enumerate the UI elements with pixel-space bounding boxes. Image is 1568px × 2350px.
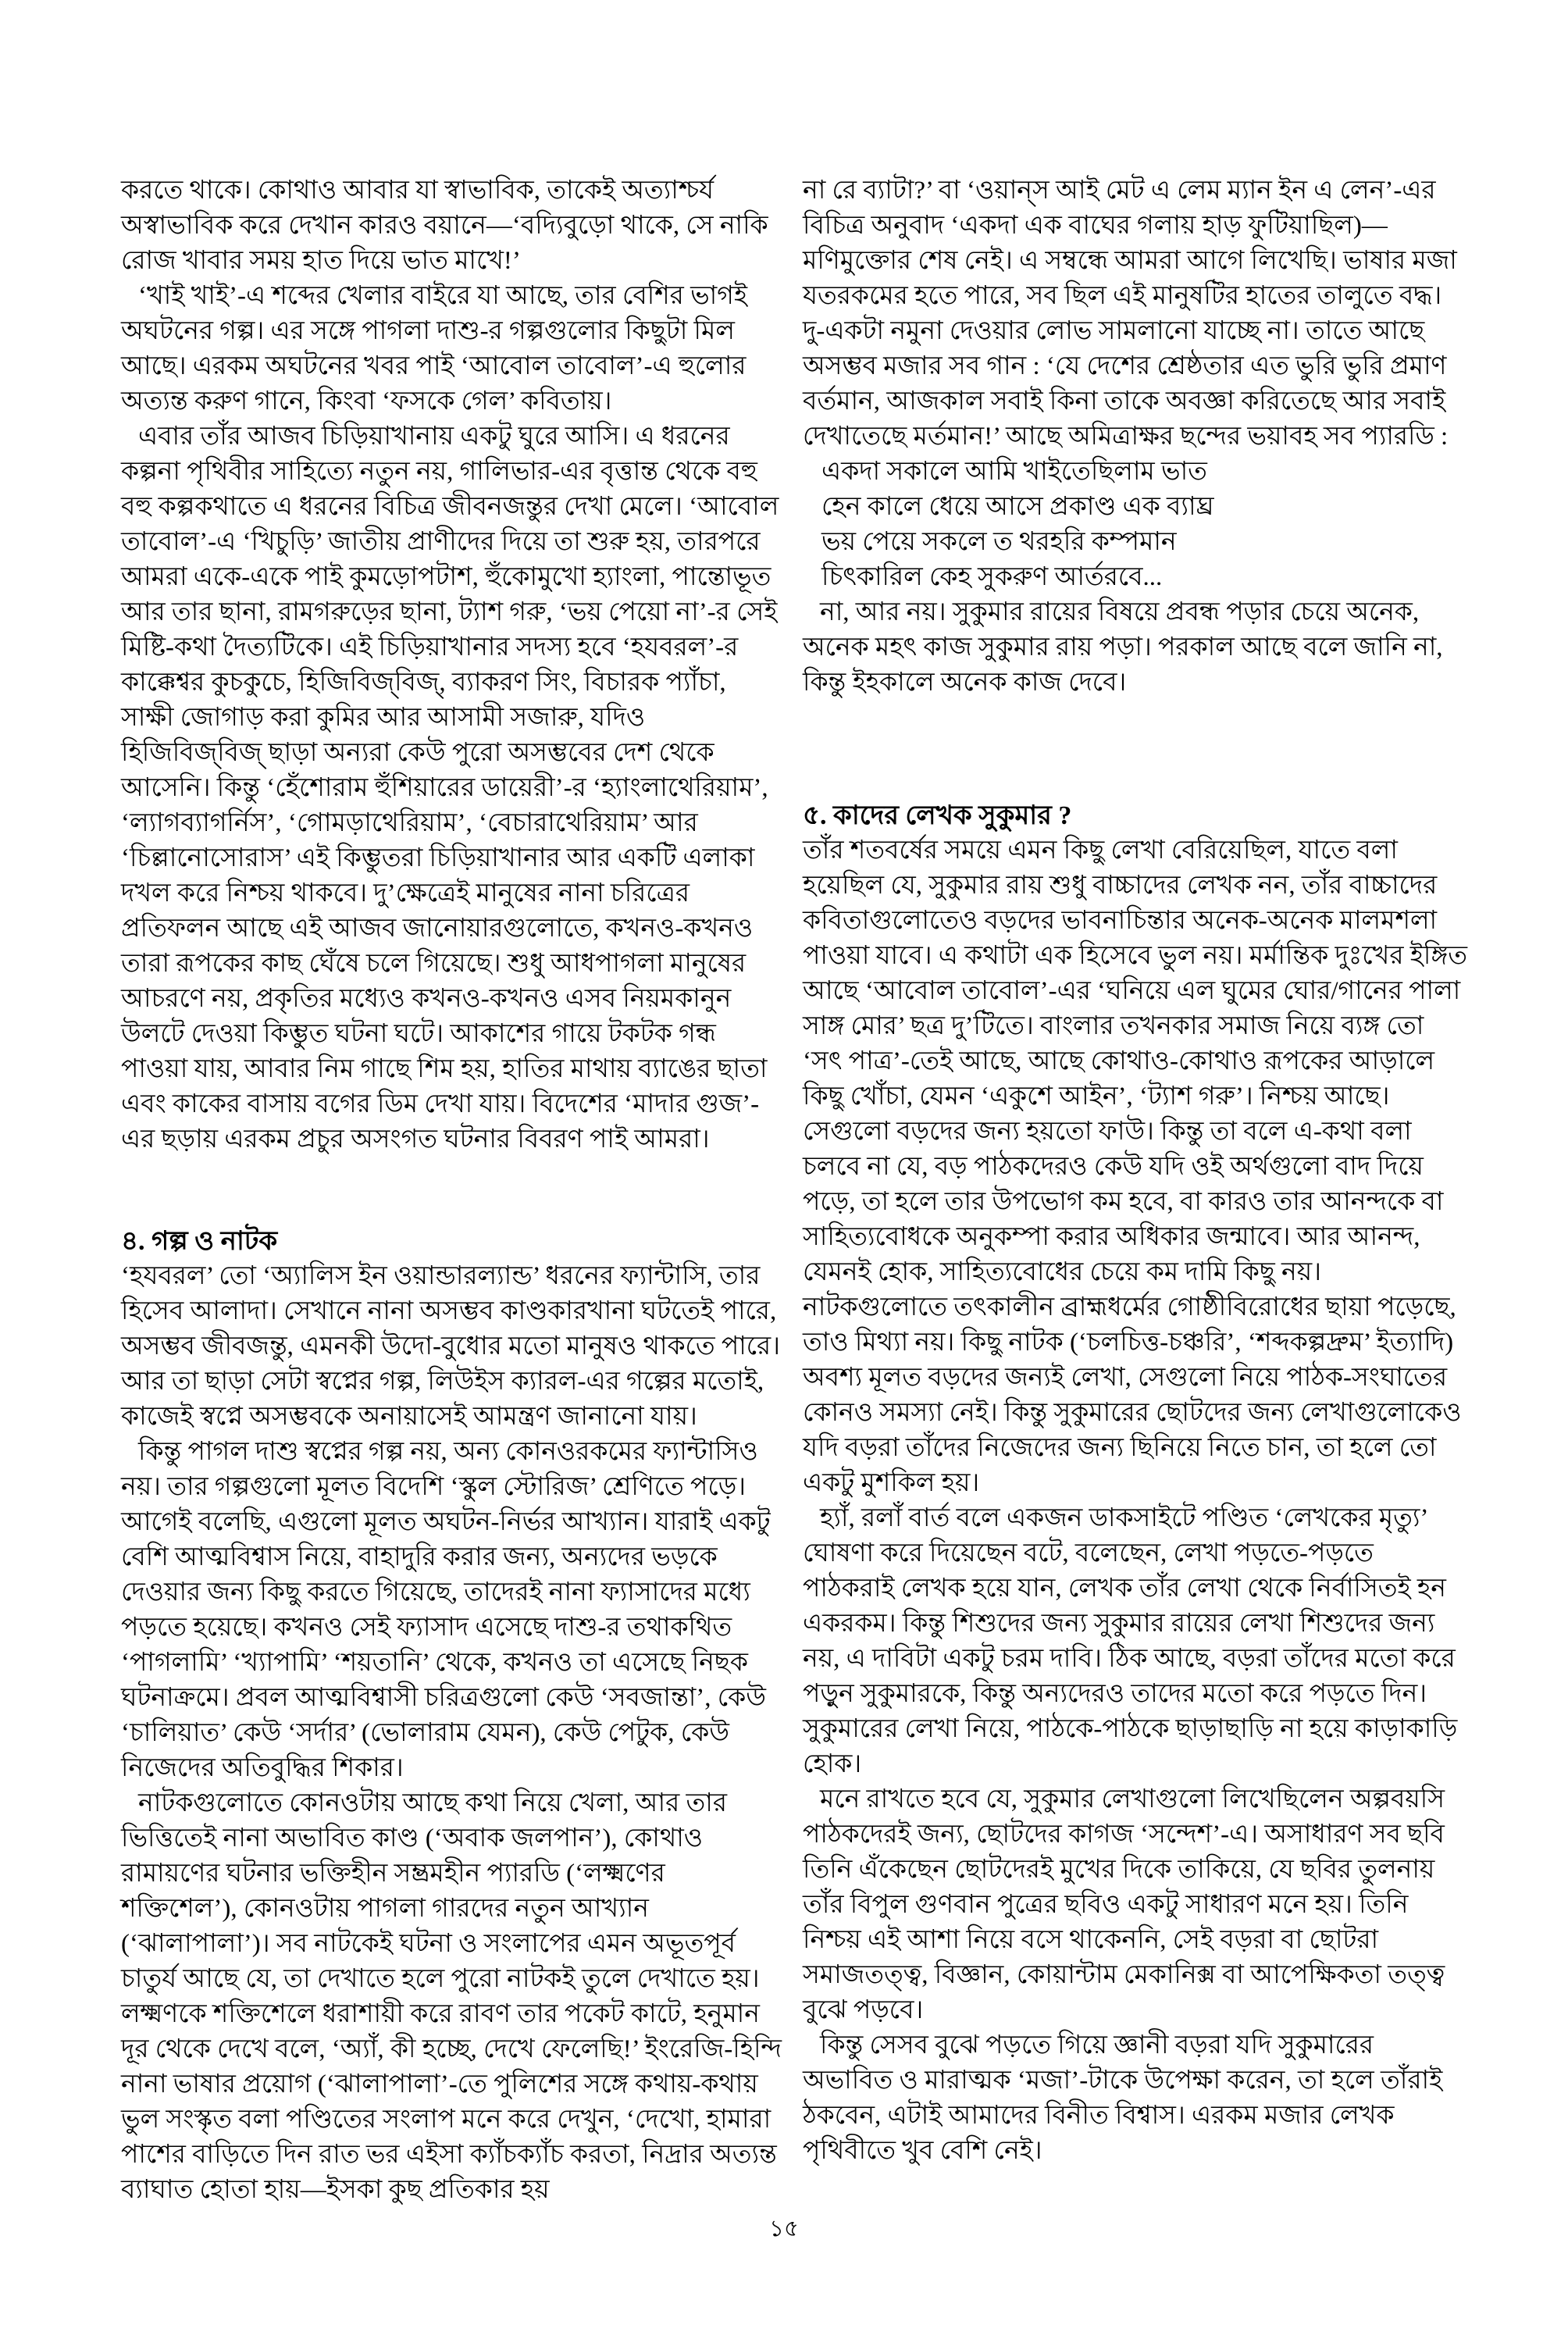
paragraph: নাটকগুলোতে কোনওটায় আছে কথা নিয়ে খেলা, আর তার ভিত্তিতেই নানা অভাবিত কাণ্ড (‘অবাক জলপান’), কোথাও রামায়ণের ঘটনার ভক্তিহীন সম্ভ্রমহীন প্যারডি (‘লক্ষ্মণের শক্তিশেল’), কোনওটায় পাগলা গারদের নতুন আখ্যান (‘ঝালাপালা’)। সব নাটকেই ঘটনা ও সংলাপের এমন অভূতপূর্ব চাতুর্য আছে যে, তা দেখাতে হলে পুরো নাটকই তুলে দেখাতে হয়। লক্ষ্মণকে শক্তিশেলে ধরাশায়ী করে রাবণ তার পকেট কাটে, হনুমান দূর থেকে দেখে বলে, ‘অ্যাঁ, কী হচ্ছে, দেখে ফেলেছি!’ ইংরেজি-হিন্দি নানা ভাষার প্রয়োগ (‘ঝালাপালা’-তে পুলিশের সঙ্গে কথায়-কথায় ভুল সংস্কৃত বলা পণ্ডিতের সংলাপ মনে করে দেখুন, ‘দেখো, হামারা পাশের বাড়িতে দিন রাত ভর এইসা ক্যাঁচক্যাঁচ করতা, নিদ্রার অত্যন্ত ব্যাঘাত হোতা হায়—ইসকা কুছ প্রতিকার হয়	[121, 1789, 782, 2204]
paragraph: ‘খাই খাই’-এ শব্দের খেলার বাইরে যা আছে, তার বেশির ভাগই অঘটনের গল্প। এর সঙ্গে পাগলা দাশু-র গল্পগুলোর কিছুটা মিল আছে। এরকম অঘটনের খবর পাই ‘আবোল তাবোল’-এ হুলোর অত্যন্ত করুণ গানে, কিংবা ‘ফসকে গেল’ কবিতায়।	[121, 282, 748, 415]
section-heading-4: ৪. গল্প ও নাটক	[121, 1227, 278, 1256]
left-column	[121, 173, 785, 2208]
paragraph: ‘হযবরল’ তো ‘অ্যালিস ইন ওয়ান্ডারল্যান্ড’ ধরনের ফ্যান্টাসি, তার হিসেব আলাদা। সেখানে নানা অসম্ভব কাণ্ডকারখানা ঘটতেই পারে, অসম্ভব জীবজন্তু, এমনকী উদো-বুধোর মতো মানুষও থাকতে পারে। আর তা ছাড়া সেটা স্বপ্নের গল্প, লিউইস ক্যারল-এর গল্পের মতোই, কাজেই স্বপ্নে অসম্ভবকে অনায়াসেই আমন্ত্রণ জানানো যায়।	[121, 1262, 781, 1431]
verse-line: হেন কালে ধেয়ে আসে প্রকাণ্ড এক ব্যাঘ্র	[821, 493, 1214, 521]
paragraph: তাঁর শতবর্ষের সময়ে এমন কিছু লেখা বেরিয়েছিল, যাতে বলা হয়েছিল যে, সুকুমার রায় শুধু বাচ্চাদের লেখক নন, তাঁর বাচ্চাদের কবিতাগুলোতেও বড়দের ভাবনাচিন্তার অনেক-অনেক মালমশলা পাওয়া যাবে। এ কথাটা এক হিসেবে ভুল নয়। মর্মান্তিক দুঃখের ইঙ্গিত আছে ‘আবোল তাবোল’-এর ‘ঘনিয়ে এল ঘুমের ঘোর/গানের পালা সাঙ্গ মোর’ ছত্র দু’টিতে। বাংলার তখনকার সমাজ নিয়ে ব্যঙ্গ তো ‘সৎ পাত্র’-তেই আছে, আছে কোথাও-কোথাও রূপকের আড়ালে কিছু খোঁচা, যেমন ‘একুশে আইন’, ‘ট্যাশ গরু’। নিশ্চয় আছে। সেগুলো বড়দের জন্য হয়তো ফাউ। কিন্তু তা বলে এ-কথা বলা চলবে না যে, বড় পাঠকদেরও কেউ যদি ওই অর্থগুলো বাদ দিয়ে পড়ে, তা হলে তার উপভোগ কম হবে, বা কারও তার আনন্দকে বা সাহিত্যবোধকে অনুকম্পা করার অধিকার জন্মাবে। আর আনন্দ, যেমনই হোক, সাহিত্যবোধের চেয়ে কম দামি কিছু নয়। নাটকগুলোতে তৎকালীন ব্রাহ্মধর্মের গোষ্ঠীবিরোধের ছায়া পড়েছে, তাও মিথ্যা নয়। কিছু নাটক (‘চলচিত্ত-চঞ্চরি’, ‘শব্দকল্পদ্রুম’ ইত্যাদি) অবশ্য মূলত বড়দের জন্যই লেখা, সেগুলো নিয়ে পাঠক-সংঘাতের কোনও সমস্যা নেই। কিন্তু সুকুমারের ছোটদের জন্য লেখাগুলোকেও যদি বড়রা তাঁদের নিজেদের জন্য ছিনিয়ে নিতে চান, তা হলে তো একটু মুশকিল হয়।	[803, 836, 1467, 1497]
paragraph: কিন্তু সেসব বুঝে পড়তে গিয়ে জ্ঞানী বড়রা যদি সুকুমারের অভাবিত ও মারাত্মক ‘মজা’-টাকে উপেক্ষা করেন, তা হলে তাঁরাই ঠকবেন, এটাই আমাদের বিনীত বিশ্বাস। এরকম মজার লেখক পৃথিবীতে খুব বেশি নেই।	[803, 2031, 1443, 2165]
paragraph-continuation: করতে থাকে। কোথাও আবার যা স্বাভাবিক, তাকেই অত্যাশ্চর্য অস্বাভাবিক করে দেখান কারও বয়ানে—‘বদ্যিবুড়ো থাকে, সে নাকি রোজ খাবার সময় হাত দিয়ে ভাত মাখে!’	[121, 177, 768, 275]
page-number: ১৫	[769, 2216, 799, 2241]
paragraph: কিন্তু পাগল দাশু স্বপ্নের গল্প নয়, অন্য কোনওরকমের ফ্যান্টাসিও নয়। তার গল্পগুলো মূলত বিদেশি ‘স্কুল স্টোরিজ’ শ্রেণিতে পড়ে। আগেই বলেছি, এগুলো মূলত অঘটন-নির্ভর আখ্যান। যারাই একটু বেশি আত্মবিশ্বাস নিয়ে, বাহাদুরি করার জন্য, অন্যদের ভড়কে দেওয়ার জন্য কিছু করতে গিয়েছে, তাদেরই নানা ফ্যাসাদের মধ্যে পড়তে হয়েছে। কখনও সেই ফ্যাসাদ এসেছে দাশু-র তথাকথিত ‘পাগলামি’ ‘খ্যাপামি’ ‘শয়তানি’ থেকে, কখনও তা এসেছে নিছক ঘটনাক্রমে। প্রবল আত্মবিশ্বাসী চরিত্রগুলো কেউ ‘সবজান্তা’, কেউ ‘চালিয়াত’ কেউ ‘সর্দার’ (ভোলারাম যেমন), কেউ পেটুক, কেউ নিজেদের অতিবুদ্ধির শিকার।	[121, 1438, 771, 1782]
section-heading-5: ৫. কাদের লেখক সুকুমার ?	[803, 801, 1072, 830]
right-column	[803, 173, 1468, 2169]
paragraph: এবার তাঁর আজব চিড়িয়াখানায় একটু ঘুরে আসি। এ ধরনের কল্পনা পৃথিবীর সাহিত্যে নতুন নয়, গালিভার-এর বৃত্তান্ত থেকে বহু বহু কল্পকথাতে এ ধরনের বিচিত্র জীবনজন্তুর দেখা মেলে। ‘আবোল তাবোল’-এ ‘খিচুড়ি’ জাতীয় প্রাণীদের দিয়ে তা শুরু হয়, তারপরে আমরা একে-একে পাই কুমড়োপটাশ, হুঁকোমুখো হ্যাংলা, পান্তোভূত আর তার ছানা, রামগরুড়ের ছানা, ট্যাশ গরু, ‘ভয় পেয়ো না’-র সেই মিষ্টি-কথা দৈত্যটিকে। এই চিড়িয়াখানার সদস্য হবে ‘হযবরল’-র কাক্কেশ্বর কুচকুচে, হিজিবিজ্‌বিজ্‌, ব্যাকরণ সিং, বিচারক প্যাঁচা, সাক্ষী জোগাড় করা কুমির আর আসামী সজারু, যদিও হিজিবিজ্‌বিজ্‌ ছাড়া অন্যরা কেউ পুরো অসম্ভবের দেশ থেকে আসেনি। কিন্তু ‘হেঁশোরাম হুঁশিয়ারের ডায়েরী’-র ‘হ্যাংলাথেরিয়াম’, ‘ল্যাগব্যাগর্নিস’, ‘গোমড়াথেরিয়াম’, ‘বেচারাথেরিয়াম’ আর ‘চিল্লানোসোরাস’ এই কিম্ভুতরা চিড়িয়াখানার আর একটি এলাকা দখল করে নিশ্চয় থাকবে। দু’ক্ষেত্রেই মানুষের নানা চরিত্রের প্রতিফলন আছে এই আজব জানোয়ারগুলোতে, কখনও-কখনও তারা রূপকের কাছ ঘেঁষে চলে গিয়েছে। শুধু আধপাগলা মানুষের আচরণে নয়, প্রকৃতির মধ্যেও কখনও-কখনও এসব নিয়মকানুন উলটে দেওয়া কিম্ভুত ঘটনা ঘটে। আকাশের গায়ে টকটক গন্ধ পাওয়া যায়, আবার নিম গাছে শিম হয়, হাতির মাথায় ব্যাঙের ছাতা এবং কাকের বাসায় বগের ডিম দেখা যায়। বিদেশের ‘মাদার গুজ’-এর ছড়ায় এরকম প্রচুর অসংগত ঘটনার বিবরণ পাই আমরা।	[121, 423, 779, 1154]
verse-line: ভয় পেয়ে সকলে ত থরহরি কম্পমান	[821, 528, 1177, 556]
verse-line: চিৎকারিল কেহ সুকরুণ আর্তরবে...	[821, 563, 1163, 591]
paragraph: মনে রাখতে হবে যে, সুকুমার লেখাগুলো লিখেছিলেন অল্পবয়সি পাঠকদেরই জন্য, ছোটদের কাগজ ‘সন্দেশ’-এ। অসাধারণ সব ছবি তিনি এঁকেছেন ছোটদেরই মুখের দিকে তাকিয়ে, যে ছবির তুলনায় তাঁর বিপুল গুণবান পুত্রের ছবিও একটু সাধারণ মনে হয়। তিনি নিশ্চয় এই আশা নিয়ে বসে থাকেননি, সেই বড়রা বা ছোটরা সমাজতত্ত্ব, বিজ্ঞান, কোয়ান্টাম মেকানিক্স বা আপেক্ষিকতা তত্ত্ব বুঝে পড়বে।	[803, 1785, 1445, 2024]
verse-block	[803, 455, 1468, 595]
paragraph-continuation: না রে ব্যাটা?’ বা ‘ওয়ান্‌স আই মেট এ লেম ম্যান ইন এ লেন’-এর বিচিত্র অনুবাদ ‘একদা এক বাঘের গলায় হাড় ফুটিয়াছিল)—মণিমুক্তোর শেষ নেই। এ সম্বন্ধে আমরা আগে লিখেছি। ভাষার মজা যতরকমের হতে পারে, সব ছিল এই মানুষটির হাতের তালুতে বদ্ধ। দু-একটা নমুনা দেওয়ার লোভ সামলানো যাচ্ছে না। তাতে আছে অসম্ভব মজার সব গান : ‘যে দেশের শ্রেষ্ঠতার এত ভুরি ভুরি প্রমাণ বর্তমান, আজকাল সবাই কিনা তাকে অবজ্ঞা করিতেছে আর সবাই দেখাতেছে মর্তমান!’ আছে অমিত্রাক্ষর ছন্দের ভয়াবহ সব প্যারডি :	[803, 177, 1457, 451]
paragraph: না, আর নয়। সুকুমার রায়ের বিষয়ে প্রবন্ধ পড়ার চেয়ে অনেক, অনেক মহৎ কাজ সুকুমার রায় পড়া। পরকাল আছে বলে জানি না, কিন্তু ইহকালে অনেক কাজ দেবে।	[803, 598, 1443, 697]
verse-line: একদা সকালে আমি খাইতেছিলাম ভাত	[821, 458, 1207, 486]
paragraph: হ্যাঁ, রলাঁ বার্ত বলে একজন ডাকসাইটে পণ্ডিত ‘লেখকের মৃত্যু’ ঘোষণা করে দিয়েছেন বটে, বলেছেন, লেখা পড়তে-পড়তে পাঠকরাই লেখক হয়ে যান, লেখক তাঁর লেখা থেকে নির্বাসিতই হন একরকম। কিন্তু শিশুদের জন্য সুকুমার রায়ের লেখা শিশুদের জন্য নয়, এ দাবিটা একটু চরম দাবি। ঠিক আছে, বড়রা তাঁদের মতো করে পড়ুন সুকুমারকে, কিন্তু অন্যদেরও তাদের মতো করে পড়তে দিন। সুকুমারের লেখা নিয়ে, পাঠকে-পাঠকে ছাড়াছাড়ি না হয়ে কাড়াকাড়ি হোক।	[803, 1504, 1458, 1778]
